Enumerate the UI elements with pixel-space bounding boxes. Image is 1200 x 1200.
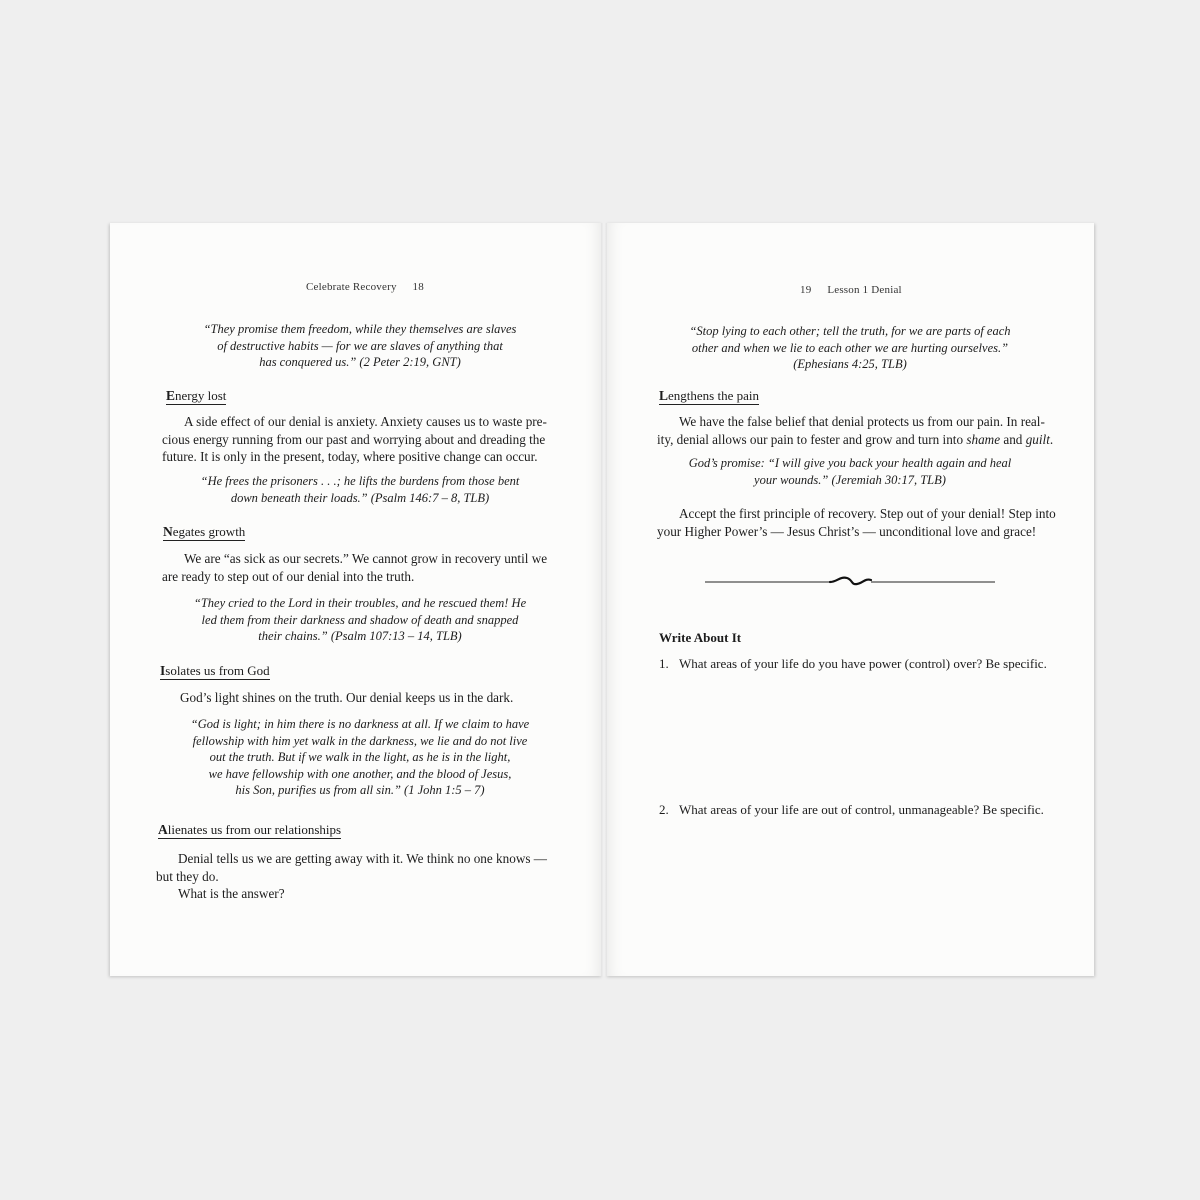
emphasis-shame: shame <box>966 431 1001 447</box>
section-heading-isolates-us <box>160 663 270 679</box>
body-line: future. It is only in the present, today, where positive change can occur. <box>162 449 538 464</box>
body-text: . <box>1049 431 1054 447</box>
write-about-it-heading: Write About It <box>659 630 742 645</box>
heading-initial: E <box>166 388 176 403</box>
book-spine <box>601 223 607 976</box>
section-body <box>162 550 560 585</box>
body-line: are ready to step out of our denial into the truth. <box>162 568 415 584</box>
quote-line: your wounds.” (Jeremiah 30:17, TLB) <box>754 472 946 487</box>
opening-quote <box>150 321 570 371</box>
heading-initial: L <box>659 388 669 403</box>
body-line <box>657 431 1054 449</box>
quote-line: “They cried to the Lord in their troubles, and he rescued them! He <box>193 596 527 610</box>
page-number: 18 <box>412 281 424 293</box>
body-text: and <box>1000 431 1026 447</box>
section-body <box>156 850 560 903</box>
body-line: A side effect of our denial is anxiety. Anxiety causes us to waste pre- <box>184 414 547 429</box>
quote-line: we have fellowship with one another, and the blood of Jesus, <box>208 766 512 781</box>
lesson-title: Lesson 1 Denial <box>827 284 902 296</box>
page-number: 19 <box>800 284 812 296</box>
section-heading-alienates-us <box>158 822 341 838</box>
scripture-quote <box>150 716 570 799</box>
scripture-quote <box>150 595 570 645</box>
question-2 <box>659 802 1044 818</box>
question-text: What areas of your life are out of control, unmanageable? Be specific. <box>679 802 1044 817</box>
right-running-header <box>800 284 902 296</box>
quote-line: has conquered us.” (2 Peter 2:19, GNT) <box>259 355 461 369</box>
quote-line: “Stop lying to each other; tell the truth, for we are parts of each <box>689 324 1011 338</box>
question-text: What areas of your life do you have power (control) over? Be specific. <box>679 656 1047 671</box>
quote-line: other and when we lie to each other we are hurting ourselves.” <box>691 340 1009 355</box>
emphasis-guilt: guilt <box>1025 431 1050 447</box>
body-line: We have the false belief that denial protects us from our pain. In real- <box>679 414 1045 429</box>
quote-line: fellowship with him yet walk in the darkness, we lie and do not live <box>192 733 528 748</box>
heading-text: nergy lost <box>175 388 227 403</box>
question-number: 1. <box>659 656 669 671</box>
body-text: ity, denial allows our pain to fester and grow and turn into <box>657 431 967 447</box>
gods-promise-quote <box>640 455 1060 488</box>
body-line: Denial tells us we are getting away with it. We think no one knows — <box>178 851 547 866</box>
section-body <box>158 689 560 707</box>
quote-line: (Ephesians 4:25, TLB) <box>793 357 907 371</box>
section-heading-negates-growth <box>163 524 245 540</box>
body-line: but they do. <box>156 868 219 884</box>
ornamental-divider <box>705 572 997 592</box>
quote-line: down beneath their loads.” (Psalm 146:7 – 8, TLB) <box>230 490 490 505</box>
section-heading-energy-lost <box>166 388 226 404</box>
body-line: cious energy running from our past and worrying about and dreading the <box>162 431 546 447</box>
body-line: We are “as sick as our secrets.” We cannot grow in recovery until we <box>184 551 548 566</box>
body-line: your Higher Power’s — Jesus Christ’s — unconditional love and grace! <box>657 523 1037 539</box>
section-heading-lengthens-the-pain <box>659 388 759 404</box>
heading-text: lienates us from our relationships <box>167 822 342 837</box>
opening-quote <box>640 323 1060 373</box>
question-1 <box>659 656 1047 672</box>
divider-swash <box>830 578 871 585</box>
quote-line: his Son, purifies us from all sin.” (1 John 1:5 – 7) <box>235 783 485 797</box>
quote-line: “They promise them freedom, while they themselves are slaves <box>203 322 517 336</box>
quote-line: of destructive habits — for we are slaves of anything that <box>217 338 503 353</box>
question-number: 2. <box>659 802 669 817</box>
quote-line: led them from their darkness and shadow of death and snapped <box>201 612 519 627</box>
quote-line: God’s promise: “I will give you back your health again and heal <box>688 456 1012 470</box>
closing-paragraph <box>657 505 1056 540</box>
section-body <box>162 413 560 466</box>
section-body <box>657 413 1054 448</box>
left-running-header <box>306 281 424 293</box>
heading-initial: I <box>160 663 166 678</box>
quote-line: out the truth. But if we walk in the light, as he is in the light, <box>209 750 511 764</box>
body-line: Accept the first principle of recovery. Step out of your denial! Step into <box>679 506 1056 521</box>
heading-text: engthens the pain <box>668 388 759 403</box>
quote-line: their chains.” (Psalm 107:13 – 14, TLB) <box>258 629 462 643</box>
heading-text: egates growth <box>172 524 246 539</box>
heading-initial: N <box>163 524 173 539</box>
quote-line: “He frees the prisoners . . .; he lifts the burdens from those bent <box>200 474 520 488</box>
scripture-quote <box>150 473 570 506</box>
body-line: What is the answer? <box>178 886 285 901</box>
heading-initial: A <box>158 822 168 837</box>
book-title: Celebrate Recovery <box>306 281 397 293</box>
heading-text: solates us from God <box>165 663 270 678</box>
quote-line: “God is light; in him there is no darkness at all. If we claim to have <box>190 717 530 731</box>
body-line: God’s light shines on the truth. Our denial keeps us in the dark. <box>180 690 514 705</box>
